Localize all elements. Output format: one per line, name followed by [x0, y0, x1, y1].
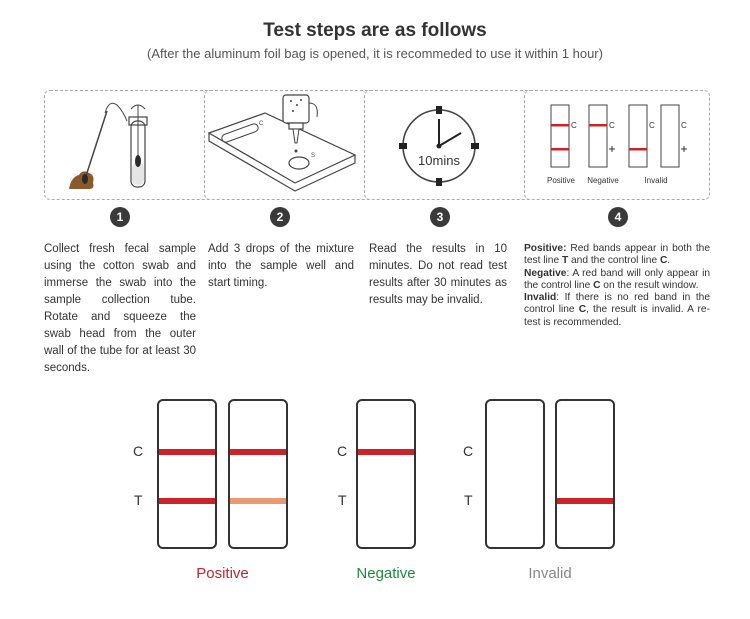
negative-strip [356, 399, 416, 549]
step-1-illustration [44, 90, 230, 200]
step-number-3: 3 [430, 207, 450, 227]
invalid-strip-1 [485, 399, 545, 549]
mini-label-negative: Negative [587, 176, 619, 185]
step-number-2: 2 [270, 207, 290, 227]
positive-result-label: Positive [196, 565, 249, 582]
svg-text:C: C [681, 121, 687, 130]
positive-strip-1 [157, 399, 217, 549]
control-band [230, 449, 286, 455]
svg-text:C: C [571, 121, 577, 130]
clock-label: 10mins [418, 153, 460, 168]
test-cassette-icon [209, 113, 355, 191]
step-2-description: Add 3 drops of the mixture into the sample well and start timing. [208, 243, 354, 289]
cotton-swab-icon [85, 111, 107, 179]
step-number-1: 1 [110, 207, 130, 227]
positive-t-label: T [134, 492, 143, 508]
svg-text:C: C [259, 121, 264, 127]
fecal-sample-icon [69, 171, 94, 189]
svg-text:C: C [649, 121, 655, 130]
step-3-illustration [364, 90, 550, 200]
mini-label-invalid: Invalid [644, 176, 668, 185]
mini-strip-invalid-2 [661, 105, 687, 167]
control-band [358, 449, 414, 455]
page-title: Test steps are as follows [263, 20, 487, 41]
negative-t-label: T [338, 492, 347, 508]
negative-c-label: C [337, 443, 348, 459]
control-band [159, 449, 215, 455]
invalid-result-label: Invalid [528, 565, 572, 582]
mini-strip-negative [589, 105, 615, 167]
mini-strip-invalid-1 [629, 105, 655, 167]
step-4-description: Positive: Red bands appear in both the test line T and the control line C. Negative: A red band will only appear in the control line C on the result window. Invalid: If there is no red band in the control line C, the result is invalid. A re-test is recommended. [524, 243, 710, 328]
sample-tube-icon [129, 105, 147, 187]
step-3-description: Read the results in 10 minutes. Do not read test results after 30 minutes as results may be invalid. [369, 243, 507, 306]
clock-icon [399, 106, 479, 186]
step-2-illustration [204, 90, 390, 200]
mini-label-positive: Positive [546, 176, 576, 185]
faint-test-band [230, 498, 286, 504]
page-subtitle: (After the aluminum foil bag is opened, it is recommeded to use it within 1 hour) [147, 46, 603, 61]
invalid-c-label: C [463, 443, 474, 459]
test-band [557, 498, 613, 504]
sample-well-label: S [311, 153, 316, 159]
step-1-description: Collect fresh fecal sample using the cotton swab and immerse the swab into the sample collection tube. Rotate and squeeze the swab head from the outer wall of the tube for at least 30 seconds. [44, 243, 196, 374]
svg-text:C: C [609, 121, 615, 130]
positive-c-label: C [133, 443, 144, 459]
mini-strip-positive [551, 105, 577, 167]
negative-result-label: Negative [356, 565, 416, 582]
step-number-4: 4 [608, 207, 628, 227]
step-4-illustration [524, 90, 710, 200]
positive-strip-2 [228, 399, 288, 549]
invalid-strip-2 [555, 399, 615, 549]
test-band [159, 498, 215, 504]
invalid-t-label: T [464, 492, 473, 508]
